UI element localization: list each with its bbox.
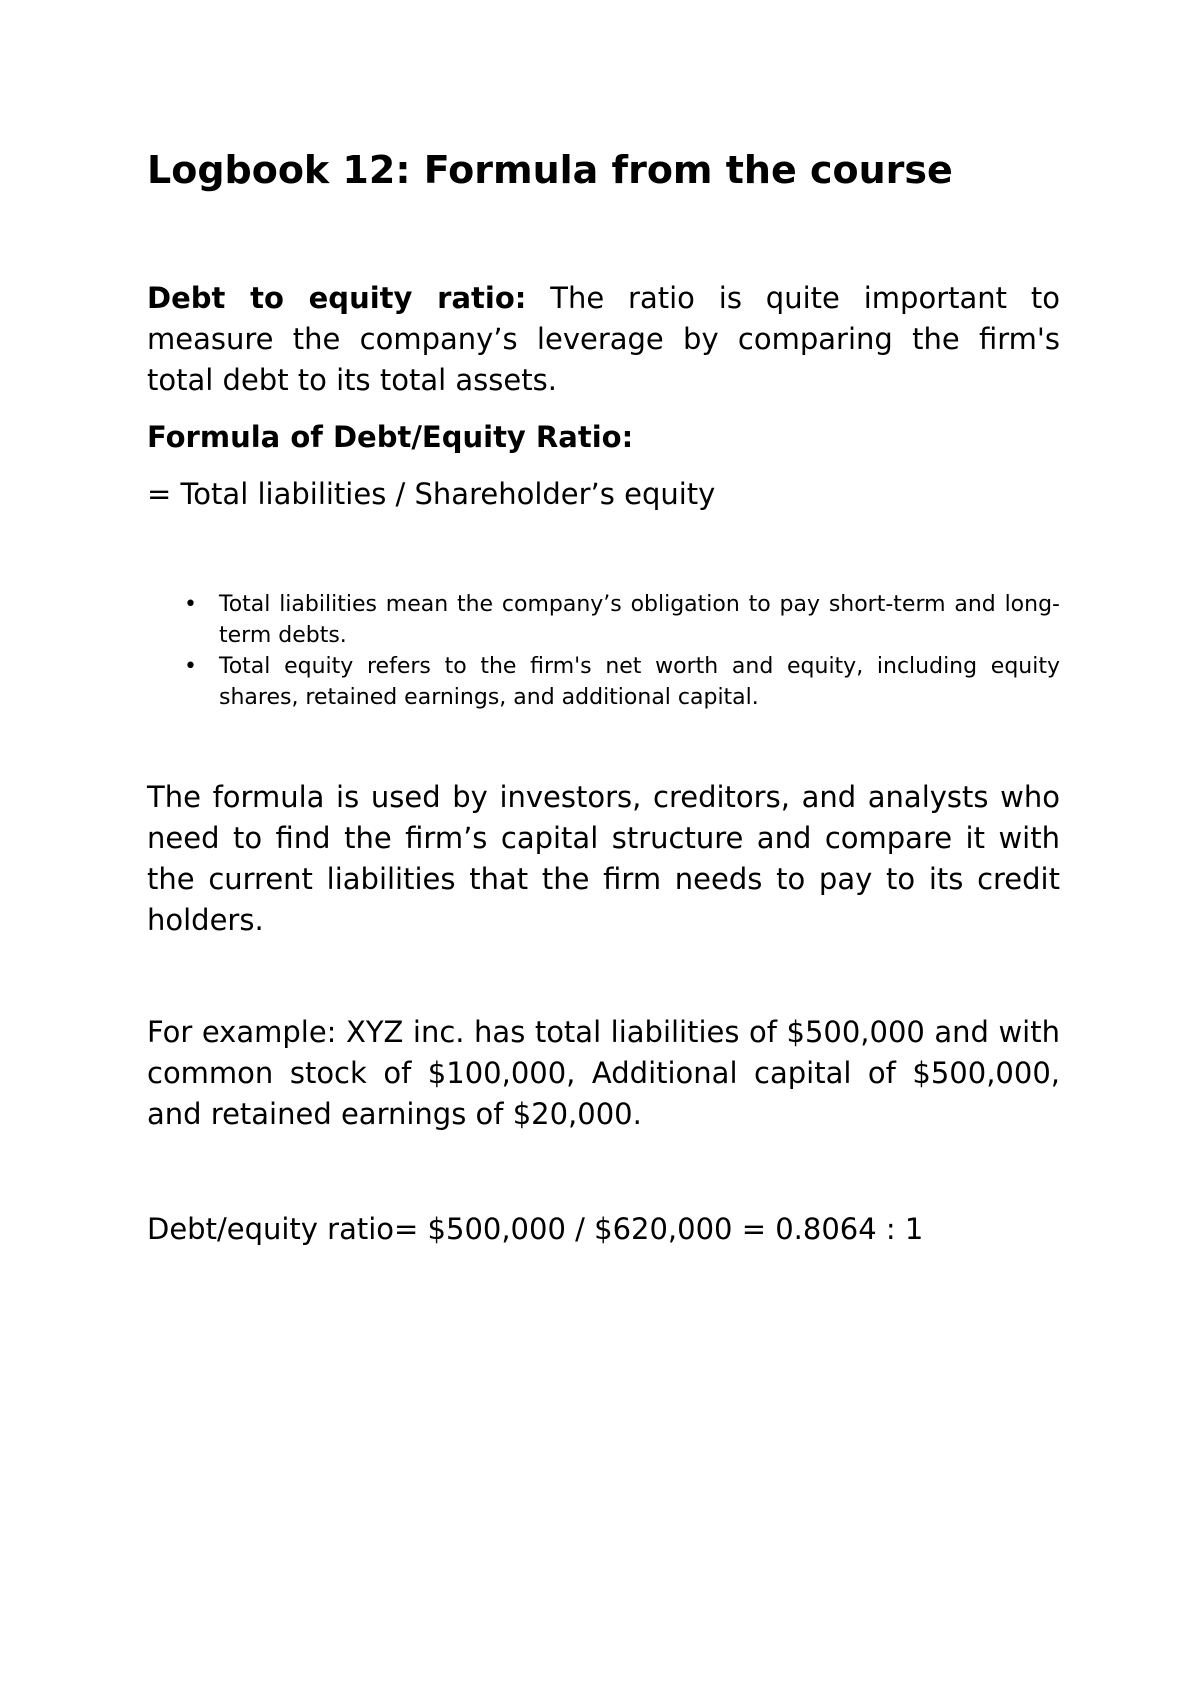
list-item <box>147 651 1060 713</box>
document-page <box>147 0 1060 1696</box>
formula-heading: Formula of Debt/Equity Ratio: <box>147 420 634 454</box>
list-item-text: Total liabilities mean the company’s obligation to pay short-term and long-term debts. <box>219 592 1060 648</box>
definition-list <box>147 589 1060 713</box>
document-title: Logbook 12: Formula from the course <box>147 148 953 192</box>
intro-paragraph <box>147 278 1060 401</box>
list-item-text: Total equity refers to the firm's net worth and equity, including equity shares, retained earnings, and additional capital. <box>219 654 1060 710</box>
ratio-result: Debt/equity ratio= $500,000 / $620,000 = 0.8064 : 1 <box>147 1212 924 1246</box>
bullet-icon: • <box>184 654 197 679</box>
example-paragraph: For example: XYZ inc. has total liabilities of $500,000 and with common stock of $100,000, Additional capital of $500,000, and retained earnings of $20,000. <box>147 1015 1060 1131</box>
intro-text: The ratio is quite important to measure the company’s leverage by comparing the firm's total debt to its total assets. <box>147 281 1060 397</box>
list-item <box>147 589 1060 651</box>
intro-term: Debt to equity ratio: <box>147 281 527 315</box>
bullet-icon: • <box>184 592 197 617</box>
usage-paragraph: The formula is used by investors, creditors, and analysts who need to find the firm’s capital structure and compare it with the current liabilities that the firm needs to pay to its credit holders. <box>147 780 1060 937</box>
formula-text: = Total liabilities / Shareholder’s equity <box>147 477 716 511</box>
